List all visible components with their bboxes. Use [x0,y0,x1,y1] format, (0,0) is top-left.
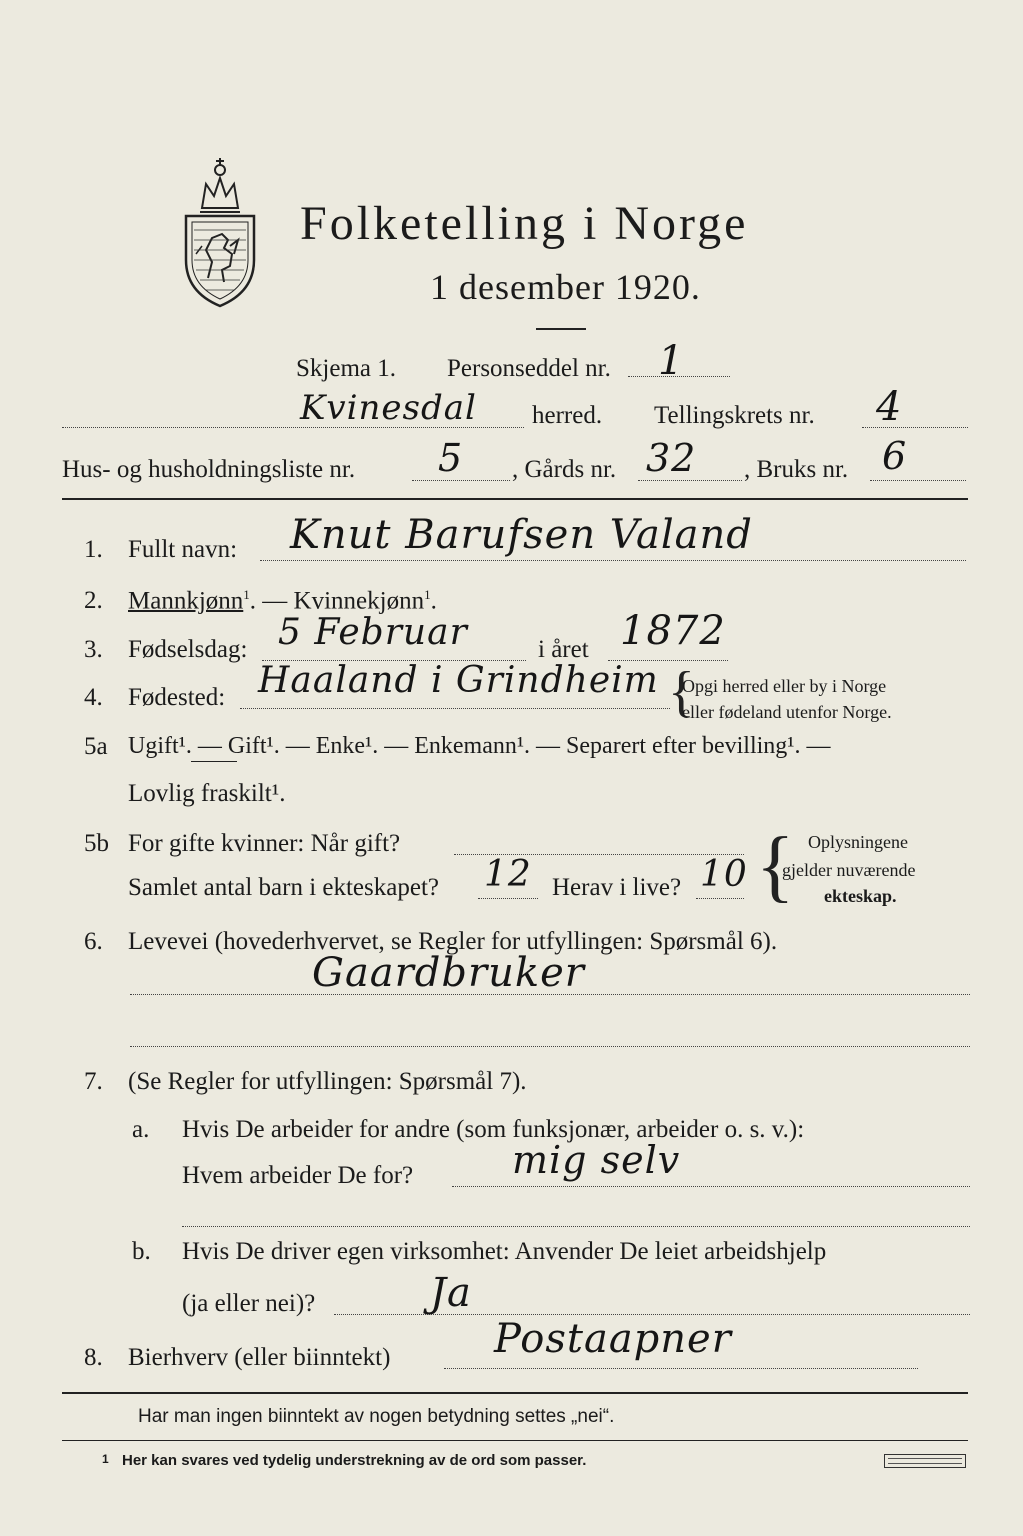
footnote-text: Her kan svares ved tydelig understrekning av de ord som passer. [122,1452,587,1469]
norwegian-coat-of-arms-icon [172,150,268,310]
herred-label: herred. [532,402,603,429]
birthplace-value[interactable]: Haaland i Grindheim [258,660,659,701]
marital-status-options[interactable]: Ugift¹. — Gift¹. — Enke¹. — Enkemann¹. — Separert efter bevilling¹. — [128,733,831,759]
gards-value[interactable]: 32 [646,436,697,480]
q4-brace: { [668,661,695,723]
q7a-line-1: Hvis De arbeider for andre (som funksjonær, arbeider o. s. v.): [182,1116,805,1143]
male-option[interactable]: Mannkjønn [128,587,244,615]
q7b-line-2: (ja eller nei)? [182,1290,316,1317]
personseddel-value[interactable]: 1 [658,338,685,384]
form-date: 1 desember 1920. [430,267,701,307]
q4-note-2: eller fødeland utenfor Norge. [682,702,892,722]
tellingskrets-value[interactable]: 4 [876,384,903,430]
q8-line [444,1368,918,1369]
q6-label: Levevei (hovederhvervet, se Regler for utfyllingen: Spørsmål 6). [128,928,778,955]
bruks-value[interactable]: 6 [882,434,908,478]
form-title: Folketelling i Norge [300,197,749,250]
title-divider [536,328,586,330]
marital-status-options-2[interactable]: Lovlig fraskilt¹. [128,780,286,807]
q5b-note-3: ekteskap. [824,886,897,906]
q7a-line [452,1186,970,1187]
q8-label: Bierhverv (eller biinntekt) [128,1344,391,1371]
q5b-note-2: gjelder nuværende [782,860,916,880]
footnote-rule [62,1440,968,1441]
q6-line-2 [130,1046,970,1047]
gards-line [638,480,742,481]
q5a-number: 5a [84,733,108,760]
hired-help-value[interactable]: Ja [430,1270,472,1316]
q3-year-label: i året [538,636,589,663]
q3-number: 3. [84,636,103,663]
q7b-letter: b. [132,1238,151,1265]
bruks-label: , Bruks nr. [744,456,849,483]
q7a-letter: a. [132,1116,150,1143]
occupation-value[interactable]: Gaardbruker [312,950,585,996]
q5b-children-label: Samlet antal barn i ekteskapet? [128,874,439,901]
full-name-value[interactable]: Knut Barufsen Valand [290,512,753,558]
herred-value[interactable]: Kvinesdal [300,388,477,428]
side-occupation-value[interactable]: Postaapner [494,1316,732,1362]
q2-end: . [430,587,437,615]
q7a-line-extra [182,1226,970,1227]
q5b-children-line [478,898,538,899]
bruks-line [870,480,966,481]
q1-line [260,560,966,561]
q5b-married-label: For gifte kvinner: Når gift? [128,830,401,857]
q8-number: 8. [84,1344,103,1371]
q2-sup-1: 1 [243,587,250,602]
q5b-alive-label: Herav i live? [552,874,682,901]
employer-value[interactable]: mig selv [512,1138,681,1182]
q3-label: Fødselsdag: [128,636,248,663]
q5b-brace: { [756,822,795,910]
footer-note: Har man ingen biinntekt av nogen betydning settes „nei“. [138,1406,615,1427]
q2-separator: . — [249,587,294,615]
header-rule [62,498,968,500]
children-value[interactable]: 12 [484,854,532,895]
printer-stamp [884,1454,966,1468]
q4-label: Fødested: [128,684,226,711]
q1-label: Fullt navn: [128,536,238,563]
q4-number: 4. [84,684,103,711]
gards-label: , Gårds nr. [512,456,617,483]
footer-rule [62,1392,968,1394]
q5b-alive-line [696,898,744,899]
birth-year-value[interactable]: 1872 [620,608,726,654]
q7b-line-1: Hvis De driver egen virksomhet: Anvender De leiet arbeidshjelp [182,1238,827,1265]
husliste-value[interactable]: 5 [438,436,464,480]
q4-line [240,708,670,709]
footnote-mark: 1 [102,1452,109,1466]
q2-number: 2. [84,587,103,614]
tellingskrets-label: Tellingskrets nr. [654,402,815,429]
q1-number: 1. [84,536,103,563]
q7-number: 7. [84,1068,103,1095]
q2-sup-2: 1 [424,587,431,602]
q5b-note-1: Oplysningene [808,832,908,852]
q6-number: 6. [84,928,103,955]
skjema-label: Skjema 1. [296,355,396,382]
q5b-number: 5b [84,830,109,857]
husliste-label: Hus- og husholdningsliste nr. [62,456,356,483]
husliste-line [412,480,510,481]
female-option[interactable]: Kvinnekjønn [293,587,425,615]
birth-date-value[interactable]: 5 Februar [278,612,468,653]
personseddel-label: Personseddel nr. [447,355,611,382]
gift-underline [191,761,237,762]
q7-label: (Se Regler for utfyllingen: Spørsmål 7). [128,1068,527,1095]
children-alive-value[interactable]: 10 [700,854,748,895]
q4-note-1: Opgi herred eller by i Norge [682,676,887,696]
q7a-line-2: Hvem arbeider De for? [182,1162,414,1189]
